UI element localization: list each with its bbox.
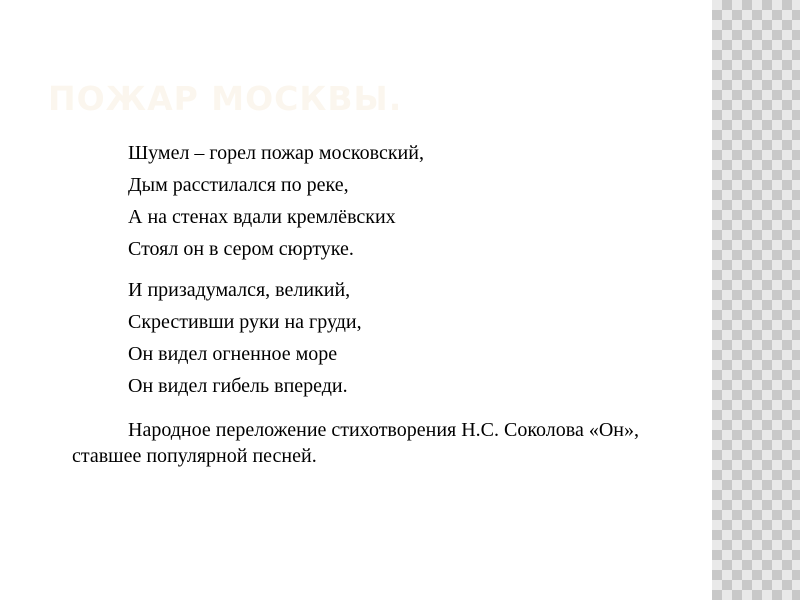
poem-line: А на стенах вдали кремлёвских xyxy=(128,206,396,228)
stanza-1 xyxy=(72,143,672,260)
poem-line: Шумел – горел пожар московский, xyxy=(128,142,424,164)
decorative-side-panel xyxy=(712,0,800,600)
poem-line: И призадумался, великий, xyxy=(128,279,351,301)
poem-line: Скрестивши руки на груди, xyxy=(128,311,362,333)
poem-line: Он видел огненное море xyxy=(128,343,338,365)
poem-line: Он видел гибель впереди. xyxy=(128,375,348,397)
poem-line: Стоял он в сером сюртуке. xyxy=(128,238,354,260)
slide-title: ПОЖАР МОСКВЫ. xyxy=(48,79,403,118)
poem-body xyxy=(72,143,672,469)
stanza-2 xyxy=(72,280,672,397)
poem-line: Дым расстилался по реке, xyxy=(128,174,349,196)
source-note: Народное переложение стихотворения Н.С. Соколова «Он», ставшее популярной песней. xyxy=(72,419,639,467)
